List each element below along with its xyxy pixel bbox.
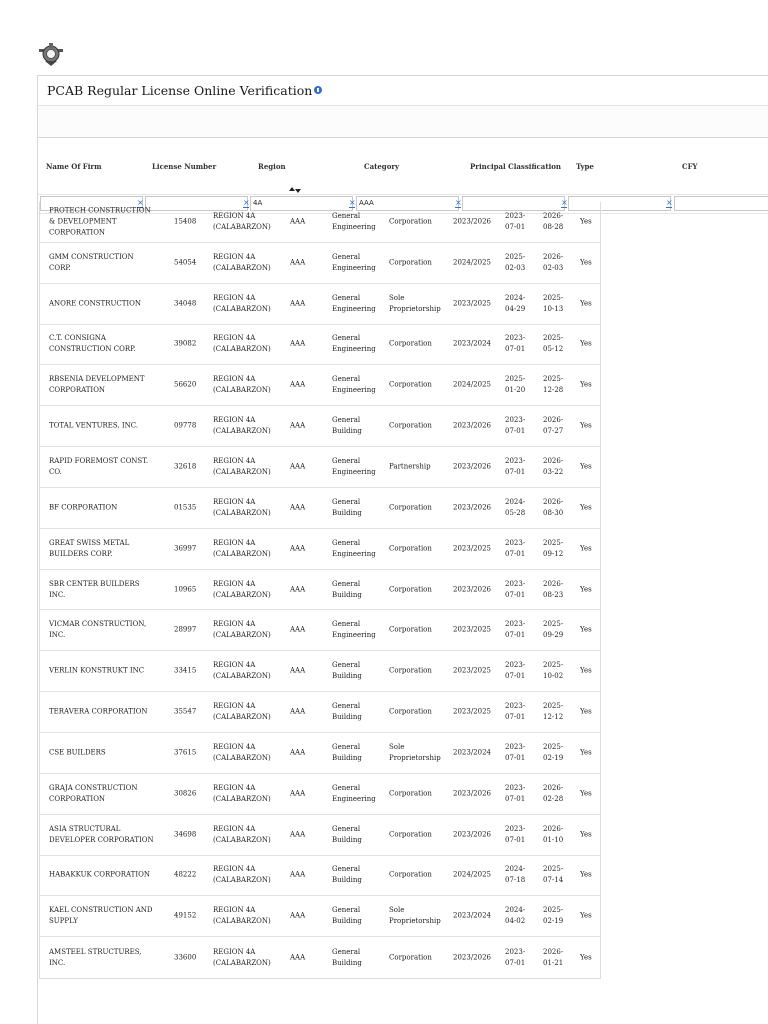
header-license-number[interactable]: License Number xyxy=(152,162,217,171)
header-cfy[interactable]: CFY xyxy=(682,162,698,171)
status-cell: Yes xyxy=(580,217,592,226)
firm-name-cell: AMSTEEL STRUCTURES, INC. xyxy=(49,947,142,967)
classification-cell: General Engineering xyxy=(332,538,376,558)
classification-cell: General Engineering xyxy=(332,783,376,803)
table-row[interactable] xyxy=(40,488,600,529)
cfy-cell: 2023/2024 xyxy=(453,748,491,757)
table-row[interactable] xyxy=(40,284,600,325)
filter-license-clear-icon[interactable]: × xyxy=(243,198,250,207)
valid-to-cell: 2026-08-30 xyxy=(543,497,564,517)
license-number-cell: 33415 xyxy=(174,666,197,675)
region-cell: REGION 4A (CALABARZON) xyxy=(213,252,271,272)
table-row[interactable] xyxy=(40,447,600,488)
category-cell: AAA xyxy=(290,870,306,879)
valid-from-cell: 2024-07-18 xyxy=(505,865,526,885)
firm-name-cell: BF CORPORATION xyxy=(49,503,118,512)
category-cell: AAA xyxy=(290,339,306,348)
status-cell: Yes xyxy=(580,870,592,879)
valid-from-cell: 2023-07-01 xyxy=(505,702,526,722)
filter-name-clear-icon[interactable]: × xyxy=(137,198,144,207)
table-row[interactable] xyxy=(40,692,600,733)
type-cell: Corporation xyxy=(389,503,432,512)
valid-from-cell: 2023-07-01 xyxy=(505,661,526,681)
category-cell: AAA xyxy=(290,217,306,226)
panel-title-bar xyxy=(38,76,768,106)
cfy-cell: 2023/2025 xyxy=(453,299,491,308)
table-row[interactable] xyxy=(40,570,600,611)
valid-from-cell: 2024-04-29 xyxy=(505,293,526,313)
classification-cell: General Engineering xyxy=(332,620,376,640)
valid-from-cell: 2023-07-01 xyxy=(505,824,526,844)
category-cell: AAA xyxy=(290,380,306,389)
firm-name-cell: GRAJA CONSTRUCTION CORPORATION xyxy=(49,783,138,803)
valid-from-cell: 2023-07-01 xyxy=(505,334,526,354)
classification-cell: General Engineering xyxy=(332,293,376,313)
filter-region-clear-icon[interactable]: × xyxy=(349,198,356,207)
valid-to-cell: 2025-07-14 xyxy=(543,865,564,885)
valid-from-cell: 2023-07-01 xyxy=(505,456,526,476)
status-cell: Yes xyxy=(580,380,592,389)
valid-to-cell: 2025-09-12 xyxy=(543,538,564,558)
status-cell: Yes xyxy=(580,503,592,512)
table-row[interactable] xyxy=(40,325,600,366)
results-table xyxy=(39,202,601,979)
verification-panel xyxy=(37,75,768,1024)
cfy-cell: 2023/2026 xyxy=(453,421,491,430)
type-cell: Corporation xyxy=(389,789,432,798)
type-cell: Corporation xyxy=(389,421,432,430)
category-cell: AAA xyxy=(290,544,306,553)
region-cell: REGION 4A (CALABARZON) xyxy=(213,702,271,722)
category-cell: AAA xyxy=(290,421,306,430)
valid-to-cell: 2026-02-03 xyxy=(543,252,564,272)
region-cell: REGION 4A (CALABARZON) xyxy=(213,742,271,762)
filter-type-clear-icon[interactable]: × xyxy=(666,198,673,207)
license-number-cell: 09778 xyxy=(174,421,197,430)
valid-to-cell: 2025-02-19 xyxy=(543,742,564,762)
license-number-cell: 34698 xyxy=(174,830,197,839)
firm-name-cell: CSE BUILDERS xyxy=(49,748,106,757)
license-number-cell: 32618 xyxy=(174,462,197,471)
region-cell: REGION 4A (CALABARZON) xyxy=(213,783,271,803)
firm-name-cell: GREAT SWISS METAL BUILDERS CORP. xyxy=(49,538,130,558)
type-cell: Partnership xyxy=(389,462,431,471)
table-row[interactable] xyxy=(40,406,600,447)
region-cell: REGION 4A (CALABARZON) xyxy=(213,456,271,476)
type-cell: Sole Proprietorship xyxy=(389,742,441,762)
header-region-label: Region xyxy=(258,162,286,171)
firm-name-cell: KAEL CONSTRUCTION AND SUPPLY xyxy=(49,906,153,926)
category-cell: AAA xyxy=(290,707,306,716)
valid-from-cell: 2023-07-01 xyxy=(505,416,526,436)
type-cell: Corporation xyxy=(389,217,432,226)
cfy-cell: 2023/2024 xyxy=(453,339,491,348)
filter-region-input[interactable]: 4A xyxy=(250,196,353,211)
category-cell: AAA xyxy=(290,666,306,675)
license-number-cell: 30826 xyxy=(174,789,197,798)
status-cell: Yes xyxy=(580,585,592,594)
license-number-cell: 36997 xyxy=(174,544,197,553)
classification-cell: General Building xyxy=(332,497,362,517)
license-number-cell: 10965 xyxy=(174,585,197,594)
valid-to-cell: 2026-03-22 xyxy=(543,456,564,476)
valid-from-cell: 2023-07-01 xyxy=(505,538,526,558)
table-row[interactable] xyxy=(40,896,600,937)
table-row[interactable] xyxy=(40,529,600,570)
classification-cell: General Engineering xyxy=(332,456,376,476)
status-cell: Yes xyxy=(580,953,592,962)
classification-cell: General Building xyxy=(332,865,362,885)
header-type[interactable]: Type xyxy=(576,162,594,171)
classification-cell: General Building xyxy=(332,416,362,436)
region-cell: REGION 4A (CALABARZON) xyxy=(213,211,271,231)
cfy-cell: 2023/2026 xyxy=(453,503,491,512)
status-cell: Yes xyxy=(580,666,592,675)
cfy-cell: 2024/2025 xyxy=(453,870,491,879)
pcab-seal-logo xyxy=(37,40,65,68)
category-cell: AAA xyxy=(290,258,306,267)
firm-name-cell: GMM CONSTRUCTION CORP. xyxy=(49,252,134,272)
type-cell: Corporation xyxy=(389,625,432,634)
table-header xyxy=(38,138,768,194)
firm-name-cell: VERLIN KONSTRUKT INC xyxy=(49,666,145,675)
valid-to-cell: 2026-08-23 xyxy=(543,579,564,599)
table-row[interactable] xyxy=(40,651,600,692)
region-cell: REGION 4A (CALABARZON) xyxy=(213,334,271,354)
region-cell: REGION 4A (CALABARZON) xyxy=(213,661,271,681)
valid-from-cell: 2023-07-01 xyxy=(505,742,526,762)
status-cell: Yes xyxy=(580,707,592,716)
cfy-cell: 2023/2026 xyxy=(453,789,491,798)
filter-category-clear-icon[interactable]: × xyxy=(455,198,462,207)
table-row[interactable] xyxy=(40,774,600,815)
table-row[interactable] xyxy=(40,815,600,856)
status-cell: Yes xyxy=(580,339,592,348)
type-cell: Corporation xyxy=(389,830,432,839)
table-row[interactable] xyxy=(40,610,600,651)
firm-name-cell: TOTAL VENTURES, INC. xyxy=(49,421,139,430)
header-category[interactable]: Category xyxy=(364,162,400,171)
cfy-cell: 2023/2025 xyxy=(453,625,491,634)
license-number-cell: 01535 xyxy=(174,503,197,512)
valid-to-cell: 2025-09-29 xyxy=(543,620,564,640)
classification-cell: General Engineering xyxy=(332,252,376,272)
table-row[interactable] xyxy=(40,733,600,774)
cfy-cell: 2023/2025 xyxy=(453,666,491,675)
category-cell: AAA xyxy=(290,830,306,839)
region-cell: REGION 4A (CALABARZON) xyxy=(213,947,271,967)
classification-cell: General Building xyxy=(332,661,362,681)
firm-name-cell: VICMAR CONSTRUCTION, INC. xyxy=(49,620,147,640)
cfy-cell: 2023/2026 xyxy=(453,217,491,226)
info-icon[interactable] xyxy=(314,86,322,94)
region-cell: REGION 4A (CALABARZON) xyxy=(213,824,271,844)
classification-cell: General Building xyxy=(332,906,362,926)
valid-to-cell: 2026-01-10 xyxy=(543,824,564,844)
filter-classification-clear-icon[interactable]: × xyxy=(561,198,568,207)
region-cell: REGION 4A (CALABARZON) xyxy=(213,375,271,395)
firm-name-cell: C.T. CONSIGNA CONSTRUCTION CORP. xyxy=(49,334,136,354)
type-cell: Corporation xyxy=(389,870,432,879)
license-number-cell: 35547 xyxy=(174,707,197,716)
status-cell: Yes xyxy=(580,625,592,634)
type-cell: Corporation xyxy=(389,380,432,389)
license-number-cell: 56620 xyxy=(174,380,197,389)
firm-name-cell: PROTECH CONSTRUCTION & DEVELOPMENT CORPORATION xyxy=(49,206,151,237)
category-cell: AAA xyxy=(290,585,306,594)
type-cell: Corporation xyxy=(389,707,432,716)
cfy-cell: 2023/2026 xyxy=(453,830,491,839)
status-cell: Yes xyxy=(580,830,592,839)
license-number-cell: 33600 xyxy=(174,953,197,962)
status-cell: Yes xyxy=(580,462,592,471)
status-cell: Yes xyxy=(580,299,592,308)
status-cell: Yes xyxy=(580,544,592,553)
license-number-cell: 34048 xyxy=(174,299,197,308)
classification-cell: General Building xyxy=(332,947,362,967)
classification-cell: General Engineering xyxy=(332,211,376,231)
region-cell: REGION 4A (CALABARZON) xyxy=(213,579,271,599)
filter-category-input[interactable]: AAA xyxy=(356,196,459,211)
valid-from-cell: 2023-07-01 xyxy=(505,947,526,967)
category-cell: AAA xyxy=(290,503,306,512)
table-row[interactable] xyxy=(40,243,600,284)
header-principal-classification[interactable]: Principal Classification xyxy=(470,162,561,171)
type-cell: Corporation xyxy=(389,339,432,348)
valid-from-cell: 2024-05-28 xyxy=(505,497,526,517)
valid-from-cell: 2023-07-01 xyxy=(505,211,526,231)
category-cell: AAA xyxy=(290,462,306,471)
license-number-cell: 28997 xyxy=(174,625,197,634)
status-cell: Yes xyxy=(580,911,592,920)
valid-to-cell: 2026-08-28 xyxy=(543,211,564,231)
region-cell: REGION 4A (CALABARZON) xyxy=(213,906,271,926)
license-number-cell: 39082 xyxy=(174,339,197,348)
cfy-cell: 2023/2024 xyxy=(453,911,491,920)
license-number-cell: 54054 xyxy=(174,258,197,267)
type-cell: Corporation xyxy=(389,585,432,594)
cfy-cell: 2023/2026 xyxy=(453,462,491,471)
region-cell: REGION 4A (CALABARZON) xyxy=(213,497,271,517)
valid-to-cell: 2026-01-21 xyxy=(543,947,564,967)
region-cell: REGION 4A (CALABARZON) xyxy=(213,293,271,313)
valid-from-cell: 2024-04-02 xyxy=(505,906,526,926)
valid-from-cell: 2023-07-01 xyxy=(505,783,526,803)
toolbar xyxy=(38,106,768,138)
valid-to-cell: 2025-02-19 xyxy=(543,906,564,926)
license-number-cell: 37615 xyxy=(174,748,197,757)
firm-name-cell: ANORE CONSTRUCTION xyxy=(49,299,142,308)
category-cell: AAA xyxy=(290,625,306,634)
valid-from-cell: 2025-01-20 xyxy=(505,375,526,395)
valid-to-cell: 2025-12-28 xyxy=(543,375,564,395)
valid-to-cell: 2025-10-02 xyxy=(543,661,564,681)
firm-name-cell: ASIA STRUCTURAL DEVELOPER CORPORATION xyxy=(49,824,154,844)
region-cell: REGION 4A (CALABARZON) xyxy=(213,865,271,885)
valid-from-cell: 2025-02-03 xyxy=(505,252,526,272)
type-cell: Corporation xyxy=(389,666,432,675)
cfy-cell: 2023/2025 xyxy=(453,544,491,553)
sort-icon[interactable] xyxy=(289,186,301,194)
classification-cell: General Building xyxy=(332,742,362,762)
region-cell: REGION 4A (CALABARZON) xyxy=(213,620,271,640)
firm-name-cell: HABAKKUK CORPORATION xyxy=(49,870,150,879)
status-cell: Yes xyxy=(580,258,592,267)
cfy-cell: 2023/2025 xyxy=(453,707,491,716)
status-cell: Yes xyxy=(580,748,592,757)
region-cell: REGION 4A (CALABARZON) xyxy=(213,416,271,436)
license-number-cell: 15408 xyxy=(174,217,197,226)
type-cell: Corporation xyxy=(389,258,432,267)
status-cell: Yes xyxy=(580,789,592,798)
firm-name-cell: RAPID FOREMOST CONST. CO. xyxy=(49,456,149,476)
table-row[interactable] xyxy=(40,202,600,243)
page-title: PCAB Regular License Online Verification xyxy=(47,83,313,98)
category-cell: AAA xyxy=(290,789,306,798)
valid-from-cell: 2023-07-01 xyxy=(505,620,526,640)
valid-to-cell: 2026-07-27 xyxy=(543,416,564,436)
valid-from-cell: 2023-07-01 xyxy=(505,579,526,599)
category-cell: AAA xyxy=(290,911,306,920)
type-cell: Sole Proprietorship xyxy=(389,906,441,926)
valid-to-cell: 2025-12-12 xyxy=(543,702,564,722)
table-row[interactable] xyxy=(40,937,600,978)
table-row[interactable] xyxy=(40,365,600,406)
header-name-of-firm[interactable]: Name Of Firm xyxy=(46,162,102,171)
firm-name-cell: TERAVERA CORPORATION xyxy=(49,707,148,716)
category-cell: AAA xyxy=(290,299,306,308)
header-region[interactable] xyxy=(258,162,286,171)
license-number-cell: 49152 xyxy=(174,911,197,920)
valid-to-cell: 2025-05-12 xyxy=(543,334,564,354)
cfy-cell: 2023/2026 xyxy=(453,585,491,594)
classification-cell: General Building xyxy=(332,824,362,844)
status-cell: Yes xyxy=(580,421,592,430)
classification-cell: General Engineering xyxy=(332,334,376,354)
license-number-cell: 48222 xyxy=(174,870,197,879)
valid-to-cell: 2025-10-13 xyxy=(543,293,564,313)
region-cell: REGION 4A (CALABARZON) xyxy=(213,538,271,558)
cfy-cell: 2024/2025 xyxy=(453,380,491,389)
cfy-cell: 2024/2025 xyxy=(453,258,491,267)
filter-cfy-input[interactable] xyxy=(674,196,768,211)
category-cell: AAA xyxy=(290,953,306,962)
type-cell: Corporation xyxy=(389,544,432,553)
type-cell: Corporation xyxy=(389,953,432,962)
category-cell: AAA xyxy=(290,748,306,757)
type-cell: Sole Proprietorship xyxy=(389,293,441,313)
classification-cell: General Building xyxy=(332,702,362,722)
table-row[interactable] xyxy=(40,856,600,897)
valid-to-cell: 2026-02-28 xyxy=(543,783,564,803)
classification-cell: General Engineering xyxy=(332,375,376,395)
cfy-cell: 2023/2026 xyxy=(453,953,491,962)
classification-cell: General Building xyxy=(332,579,362,599)
firm-name-cell: RBSENIA DEVELOPMENT CORPORATION xyxy=(49,375,145,395)
firm-name-cell: SBR CENTER BUILDERS INC. xyxy=(49,579,140,599)
